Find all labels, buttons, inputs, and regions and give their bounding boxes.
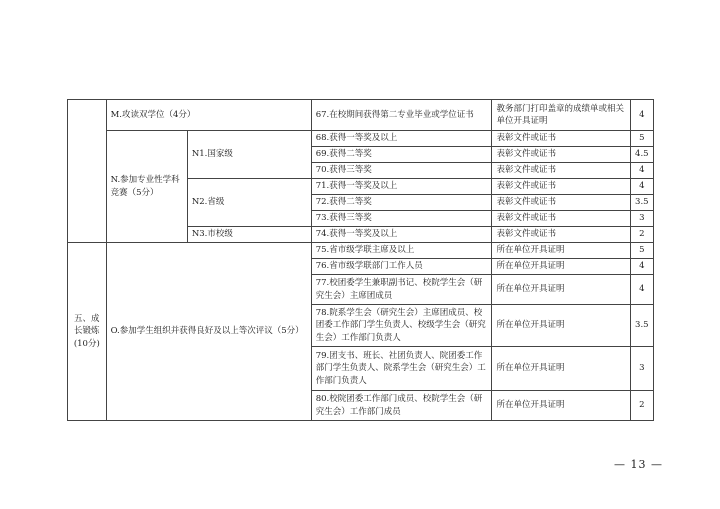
- score-value: 4.5: [630, 147, 653, 163]
- proof-text: 所在单位开具证明: [492, 275, 630, 305]
- proof-text: 所在单位开具证明: [492, 243, 630, 259]
- score-value: 4: [630, 275, 653, 305]
- subcategory-label: N1.国家级: [187, 131, 311, 179]
- item-text: 77.校团委学生兼职副书记、校院学生会（研究生会）主席团成员: [311, 275, 492, 305]
- proof-text: 表彰文件或证书: [492, 147, 630, 163]
- proof-text: 所在单位开具证明: [492, 347, 630, 391]
- subcategory-label: N3.市校级: [187, 227, 311, 243]
- score-value: 3.5: [630, 195, 653, 211]
- score-value: 4: [630, 179, 653, 195]
- category-label: O.参加学生组织并获得良好及以上等次评议（5分）: [106, 243, 311, 421]
- table-row: [68, 131, 654, 147]
- score-value: 3: [630, 347, 653, 391]
- item-text: 79.团支书、班长、社团负责人、院团委工作部门学生负责人、院系学生会（研究生会）工作部门负责人: [311, 347, 492, 391]
- item-text: 74.获得一等奖及以上: [311, 227, 492, 243]
- page-number: — 13 —: [614, 458, 663, 471]
- table-row: [68, 100, 654, 131]
- item-text: 69.获得二等奖: [311, 147, 492, 163]
- item-text: 67.在校期间获得第二专业毕业或学位证书: [311, 100, 492, 131]
- item-text: 72.获得二等奖: [311, 195, 492, 211]
- score-value: 2: [630, 227, 653, 243]
- item-text: 78.院系学生会（研究生会）主席团成员、校团委工作部门学生负责人、校级学生会（研究生会）工作部门负责人: [311, 305, 492, 347]
- proof-text: 所在单位开具证明: [492, 259, 630, 275]
- score-value: 3.5: [630, 305, 653, 347]
- item-text: 70.获得三等奖: [311, 163, 492, 179]
- score-value: 4: [630, 163, 653, 179]
- proof-text: 表彰文件或证书: [492, 195, 630, 211]
- item-text: 68.获得一等奖及以上: [311, 131, 492, 147]
- item-text: 73.获得三等奖: [311, 211, 492, 227]
- proof-text: 表彰文件或证书: [492, 179, 630, 195]
- proof-text: 所在单位开具证明: [492, 391, 630, 421]
- item-text: 71.获得一等奖及以上: [311, 179, 492, 195]
- subcategory-label: N2.省级: [187, 179, 311, 227]
- scoring-table: [67, 99, 654, 421]
- score-value: 3: [630, 211, 653, 227]
- score-value: 4: [630, 259, 653, 275]
- proof-text: 表彰文件或证书: [492, 227, 630, 243]
- category-label: M.攻读双学位（4分）: [106, 100, 311, 131]
- section-cell-upper: [68, 100, 107, 243]
- proof-text: 教务部门打印盖章的成绩单或相关单位开具证明: [492, 100, 630, 131]
- proof-text: 表彰文件或证书: [492, 131, 630, 147]
- proof-text: 所在单位开具证明: [492, 305, 630, 347]
- proof-text: 表彰文件或证书: [492, 163, 630, 179]
- proof-text: 表彰文件或证书: [492, 211, 630, 227]
- score-value: 5: [630, 243, 653, 259]
- score-value: 5: [630, 131, 653, 147]
- table-row: [68, 243, 654, 259]
- score-value: 4: [630, 100, 653, 131]
- item-text: 80.校院团委工作部门成员、校院学生会（研究生会）工作部门成员: [311, 391, 492, 421]
- item-text: 75.省市级学联主席及以上: [311, 243, 492, 259]
- category-label: N.参加专业性学科竞赛（5分）: [106, 131, 187, 243]
- section-label: 五、成长锻炼(10分): [68, 243, 107, 421]
- score-value: 2: [630, 391, 653, 421]
- item-text: 76.省市级学联部门工作人员: [311, 259, 492, 275]
